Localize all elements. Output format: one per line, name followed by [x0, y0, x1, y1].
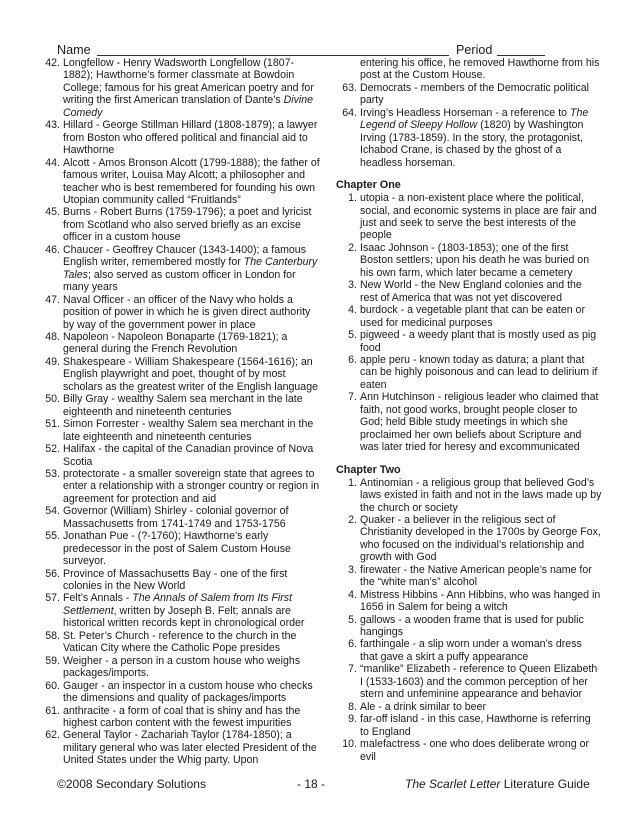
entry-text: utopia - a non-existent place where the political, social, and economic systems in place are fair and just and seek to serve the best interests of the people	[360, 192, 597, 242]
vocab-entry	[336, 663, 602, 700]
entry-number: 1.	[348, 476, 357, 489]
entry-text: firewater - the Native American people’s name for the “white man’s” alcohol	[360, 563, 592, 589]
vocab-entry	[39, 393, 324, 418]
entry-text: Alcott - Amos Bronson Alcott (1799-1888); the father of famous writer, Louisa May Alcott; a philosopher and teacher who is best remembered for founding his own Utopian community called “Fruitlands”	[63, 156, 320, 206]
entry-number: 53.	[45, 467, 60, 480]
entry-number: 7.	[348, 391, 357, 404]
vocab-entry	[39, 568, 324, 593]
entry-number: 3.	[348, 563, 357, 576]
entry-text: Province of Massachusetts Bay - one of the first colonies in the New World	[63, 567, 288, 593]
entry-text: Democrats - members of the Democratic political party	[360, 81, 590, 107]
entry-number: 2.	[348, 241, 357, 254]
entry-text: gallows - a wooden frame that is used for public hangings	[360, 613, 584, 639]
right-column	[336, 57, 602, 763]
vocab-entry	[39, 244, 324, 294]
entry-text: Longfellow - Henry Wadsworth Longfellow (1807-1882); Hawthorne’s former classmate at Bowdoin College; famous for his great American poetry and for writing the first American translation of Dante’s Divine Comedy	[63, 57, 314, 119]
vocab-entry	[39, 505, 324, 530]
entry-number: 10.	[342, 738, 357, 751]
entry-number: 54.	[45, 505, 60, 518]
entry-text: Chaucer - Geoffrey Chaucer (1343-1400); a famous English writer, remembered mostly for The Canterbury Tales; also served as custom officer in London for many years	[63, 243, 318, 294]
entry-number: 43.	[45, 119, 60, 132]
entry-number: 5.	[348, 329, 357, 342]
entry-number: 46.	[45, 243, 60, 256]
entry-number: 61.	[45, 704, 60, 717]
footer-guide-title	[405, 777, 590, 791]
vocab-list-63-64	[336, 82, 602, 169]
vocab-entry	[336, 589, 602, 614]
entry-number: 49.	[45, 355, 60, 368]
entry-number: 64.	[342, 106, 357, 119]
entry-number: 62.	[45, 729, 60, 742]
entry-text: Simon Forrester - wealthy Salem sea merchant in the late eighteenth and nineteenth centuries	[63, 418, 314, 443]
entry-number: 45.	[45, 206, 60, 219]
chapter-two-list	[336, 477, 602, 763]
vocab-entry	[336, 107, 602, 169]
vocab-entry	[39, 157, 324, 207]
vocab-entry	[336, 354, 602, 391]
vocab-entry	[336, 738, 602, 763]
entry-number: 6.	[348, 638, 357, 651]
entry-number: 58.	[45, 629, 60, 642]
vocab-entry	[39, 294, 324, 331]
period-line	[497, 55, 545, 56]
vocab-entry	[39, 655, 324, 680]
entry-number: 55.	[45, 530, 60, 543]
vocab-entry	[39, 729, 324, 766]
vocab-entry	[39, 468, 324, 505]
vocab-entry	[39, 206, 324, 243]
entry-text: burdock - a vegetable plant that can be eaten or used for medicinal purposes	[360, 304, 585, 329]
entry-text: Quaker - a believer in the religious sect of Christianity developed in the 1700s by George Fox, who focused on the individual’s relationship and growth with God	[360, 513, 601, 564]
chapter-two-heading: Chapter Two	[336, 463, 401, 476]
entry-number: 57.	[45, 592, 60, 605]
entry-number: 52.	[45, 443, 60, 456]
entry-text: Naval Officer - an officer of the Navy who holds a position of power in which he is given direct authority by way of the government power in place	[63, 293, 311, 331]
entry-number: 7.	[348, 663, 357, 676]
chapter-one-heading: Chapter One	[336, 179, 401, 192]
entry-number: 44.	[45, 156, 60, 169]
entry-number: 8.	[348, 700, 357, 713]
entry-text: apple peru - known today as datura; a plant that can be highly poisonous and can lead to delirium if eaten	[360, 353, 598, 391]
name-line	[97, 55, 449, 56]
entry-text: Burns - Robert Burns (1759-1796); a poet and lyricist from Scotland who also served briefly as an excise officer in a custom house	[63, 206, 312, 244]
left-column	[39, 57, 324, 767]
vocab-entry	[336, 564, 602, 589]
vocab-entry	[336, 514, 602, 564]
vocab-entry	[336, 391, 602, 453]
vocab-entry	[336, 192, 602, 242]
entry-number: 48.	[45, 330, 60, 343]
entry-number: 9.	[348, 713, 357, 726]
entry-text: far-off island - in this case, Hawthorne is referring to England	[360, 713, 591, 738]
vocab-entry	[39, 705, 324, 730]
entry-text: Shakespeare - William Shakespeare (1564-1616); an English playwright and poet, thought of by most scholars as the greatest writer of the English language	[63, 355, 318, 393]
entry-number: 50.	[45, 393, 60, 406]
entry-text: Napoleon - Napoleon Bonaparte (1769-1821); a general during the French Revolution	[63, 330, 288, 356]
vocab-entry	[39, 356, 324, 393]
entry-text: St. Peter’s Church - reference to the church in the Vatican City where the Catholic Pope presides	[63, 629, 297, 655]
entry-number: 63.	[342, 81, 357, 94]
vocab-entry	[39, 680, 324, 705]
entry-text: Governor (William) Shirley - colonial governor of Massachusetts from 1741-1749 and 1753-1756	[63, 505, 289, 530]
entry-number: 6.	[348, 353, 357, 366]
entry-number: 1.	[348, 192, 357, 205]
vocab-entry	[39, 331, 324, 356]
vocab-entry	[39, 630, 324, 655]
entry-number: 4.	[348, 304, 357, 317]
vocab-entry	[336, 329, 602, 354]
entry-text: anthracite - a form of coal that is shiny and has the highest carbon content with the fewest impurities	[63, 704, 301, 730]
entry-text: “manlike” Elizabeth - reference to Queen Elizabeth I (1533-1603) and the common perception of her stern and unfeminine appearance and behavior	[360, 663, 598, 701]
name-label: Name	[57, 43, 91, 57]
vocab-entry	[39, 119, 324, 156]
vocab-entry	[336, 304, 602, 329]
chapter-one-list	[336, 192, 602, 454]
entry-text: Ann Hutchinson - religious leader who claimed that faith, not good works, brought people closer to God; held Bible study meetings in which she proclaimed her own beliefs about Scripture and was later tried for heresy and excommunicated	[360, 391, 599, 454]
vocab-entry	[336, 638, 602, 663]
entry-text: Weigher - a person in a custom house who weighs packages/imports.	[63, 654, 301, 680]
vocab-entry	[39, 57, 324, 119]
vocab-entry	[336, 614, 602, 639]
entry-text: General Taylor - Zachariah Taylor (1784-1850); a military general who was later elected President of the United States under the Whig party. Upon	[63, 729, 317, 767]
entry-text: New World - the New England colonies and the rest of America that was not yet discovered	[360, 279, 582, 304]
vocab-entry	[336, 713, 602, 738]
entry-text: Hillard - George Stillman Hillard (1808-1879); a lawyer from Boston who offered political and financial aid to Hawthorne	[63, 119, 318, 157]
entry-text: Ale - a drink similar to beer	[360, 700, 486, 713]
entry-number: 42.	[45, 57, 60, 69]
entry-text: protectorate - a smaller sovereign state that agrees to enter a relationship with a stronger country or region in agreement for protection and aid	[63, 467, 320, 505]
entry-text: pigweed - a weedy plant that is mostly used as pig food	[360, 329, 597, 354]
entry-text: Gauger - an inspector in a custom house who checks the dimensions and quality of packages/imports	[63, 679, 313, 705]
entry-text: Jonathan Pue - (?-1760); Hawthorne’s early predecessor in the post of Salem Custom House surveyor.	[63, 530, 291, 568]
vocab-entry	[39, 443, 324, 468]
entry-62-continuation: entering his office, he removed Hawthorne from his post at the Custom House.	[360, 57, 600, 82]
entry-number: 4.	[348, 588, 357, 601]
entry-text: Mistress Hibbins - Ann Hibbins, who was hanged in 1656 in Salem for being a witch	[360, 588, 601, 614]
entry-number: 51.	[45, 418, 60, 431]
entry-text: Felt’s Annals - The Annals of Salem from Its First Settlement, written by Joseph B. Felt; annals are historical written records kept in chronological order	[63, 592, 305, 630]
entry-number: 5.	[348, 613, 357, 626]
entry-text: malefactress - one who does deliberate wrong or evil	[360, 738, 590, 763]
footer-page-number: - 18 -	[297, 777, 326, 791]
vocab-entry	[39, 418, 324, 443]
entry-number: 59.	[45, 654, 60, 667]
entry-text: Halifax - the capital of the Canadian province of Nova Scotia	[63, 443, 314, 468]
vocab-entry	[39, 530, 324, 567]
vocab-entry	[336, 701, 602, 713]
period-label: Period	[456, 43, 493, 57]
vocab-entry	[336, 82, 602, 107]
entry-number: 3.	[348, 279, 357, 292]
vocab-entry	[39, 592, 324, 629]
vocab-entry	[336, 477, 602, 514]
entry-text: farthingale - a slip worn under a woman’s dress that gave a skirt a puffy appearance	[360, 638, 582, 663]
entry-number: 56.	[45, 567, 60, 580]
footer-guide-suffix: Literature Guide	[500, 777, 590, 791]
entry-text: Antinomian - a religious group that believed God’s laws existed in faith and not in the laws made up by the church or society	[360, 476, 602, 514]
entry-text: Billy Gray - wealthy Salem sea merchant in the late eighteenth and nineteenth centuries	[63, 393, 303, 418]
entry-text: Isaac Johnson - (1803-1853); one of the first Boston settlers; upon his death he was buried on his own farm, which later became a cemetery	[360, 241, 590, 279]
footer-copyright: ©2008 Secondary Solutions	[57, 777, 206, 791]
vocab-entry	[336, 279, 602, 304]
entry-text: Irving’s Headless Horseman - a reference to The Legend of Sleepy Hollow (1820) by Washington Irving (1783-1859). In the story, the protagonist, Ichabod Crane, is chased by the ghost of a headless horseman.	[360, 106, 589, 169]
entry-number: 47.	[45, 293, 60, 306]
footer-book-title: The Scarlet Letter	[405, 777, 501, 791]
entry-number: 2.	[348, 513, 357, 526]
vocab-entry	[336, 242, 602, 279]
entry-number: 60.	[45, 679, 60, 692]
